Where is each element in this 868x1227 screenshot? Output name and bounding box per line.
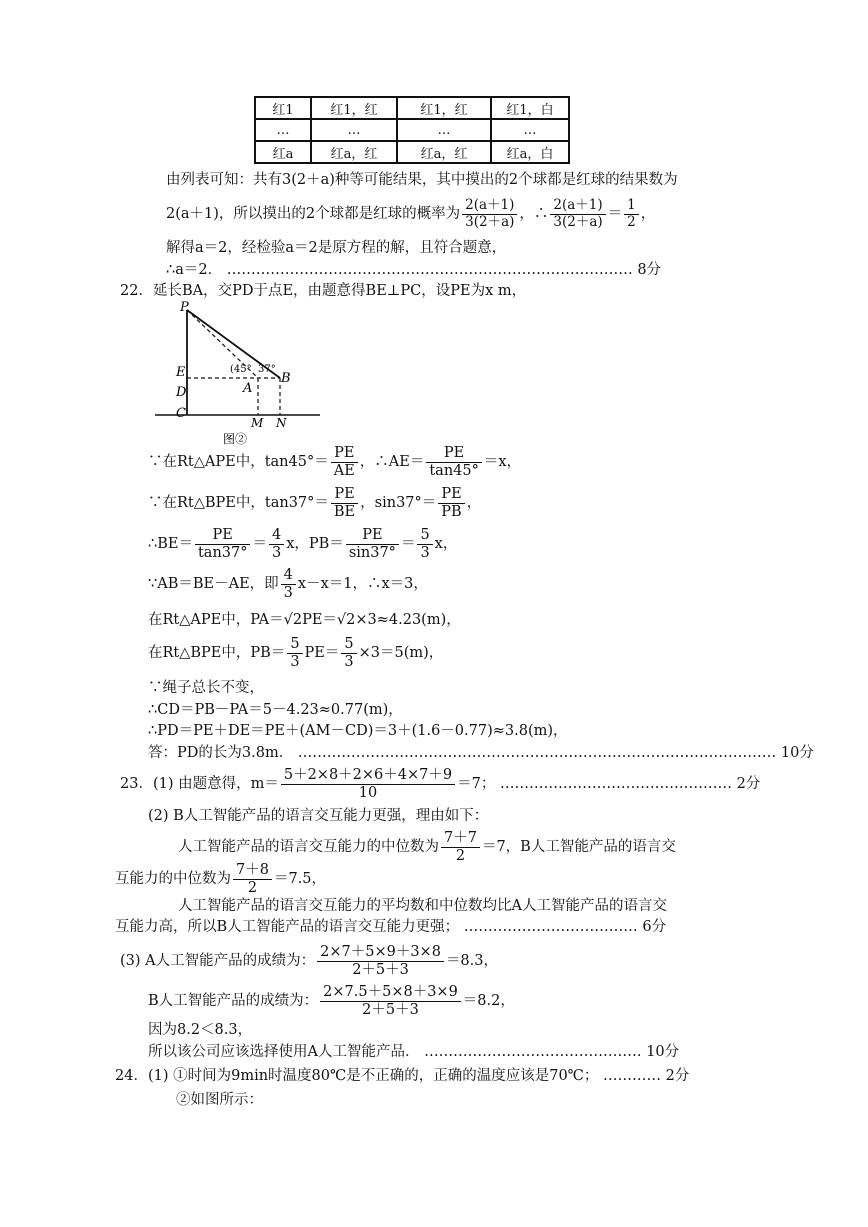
table-row xyxy=(255,119,569,141)
fraction-numerator: 2(a＋1) xyxy=(550,198,605,215)
table-row xyxy=(255,141,569,163)
table-cell: … xyxy=(311,119,397,141)
fraction xyxy=(281,767,455,801)
fraction-denominator: 3 xyxy=(290,653,300,670)
p22-text: PE＝ xyxy=(304,645,340,662)
fraction xyxy=(317,944,444,978)
label-e: E xyxy=(176,365,186,380)
fraction xyxy=(331,445,358,479)
p21-line2-text: 2(a＋1)，所以摸出的2个球都是红球的概率为 xyxy=(166,206,461,223)
p22-text: ＝ xyxy=(252,536,267,553)
p23-line7 xyxy=(120,944,498,978)
p24-text: 24．(1) ①时间为9min时温度80℃是不正确的，正确的温度应该是70℃； xyxy=(115,1068,599,1084)
p23-line1 xyxy=(120,767,760,801)
label-n: N xyxy=(276,416,287,430)
label-angle-37: 37° xyxy=(258,364,276,375)
fraction-denominator: 3 xyxy=(271,544,282,561)
p23-line2: (2) B人工智能产品的语言交互能力更强，理由如下： xyxy=(148,808,489,824)
fraction xyxy=(426,445,482,479)
p21-line2 xyxy=(166,198,655,230)
fraction xyxy=(233,862,272,896)
p23-line10 xyxy=(148,1044,679,1061)
fraction-numerator: PE xyxy=(438,486,464,504)
fraction-denominator: 2 xyxy=(247,879,258,896)
label-c: C xyxy=(176,406,186,421)
leader-dots: ………………………………………………………………………… xyxy=(222,262,638,278)
fraction-denominator: PB xyxy=(441,503,462,520)
fraction xyxy=(624,198,639,230)
fraction xyxy=(441,830,480,864)
fraction-numerator: 2×7.5＋5×8＋3×9 xyxy=(320,984,461,1002)
score: 2分 xyxy=(665,1068,690,1084)
table-row xyxy=(255,97,569,119)
fraction-denominator: 10 xyxy=(358,784,378,801)
leader-dots: ………………………………………… xyxy=(495,776,737,793)
fraction-numerator: 5 xyxy=(341,636,356,654)
table-cell: 红1 xyxy=(255,97,311,119)
fraction xyxy=(281,567,296,601)
p22-text: ＝ xyxy=(400,536,416,553)
p24-line1 xyxy=(115,1068,689,1085)
p22-text: ×3＝5(m)， xyxy=(358,645,444,662)
fraction-denominator: AE xyxy=(333,462,355,479)
fraction-numerator: 5＋2×8＋2×6＋4×7＋9 xyxy=(281,767,455,785)
score: 6分 xyxy=(642,919,667,935)
p22-text: ∴BE＝ xyxy=(148,536,193,553)
p23-line5: 人工智能产品的语言交互能力的平均数和中位数均比A人工智能产品的语言交 xyxy=(178,898,667,914)
p23-text: (3) A人工智能产品的成绩为： xyxy=(120,953,316,970)
p22-line3 xyxy=(148,527,457,561)
p22-text: ∵在Rt△APE中，tan45°＝ xyxy=(148,454,329,471)
fraction-denominator: 3 xyxy=(420,544,430,561)
table-cell: 红1，红 xyxy=(397,97,491,119)
score: 10分 xyxy=(780,745,814,761)
fraction-denominator: BE xyxy=(333,503,356,520)
fraction-numerator: 7＋7 xyxy=(441,830,480,848)
p22-intro: 22．延长BA，交PD于点E，由题意得BE⊥PC，设PE为x m， xyxy=(120,283,527,299)
p21-eq: ＝ xyxy=(607,206,623,223)
leader-dots: ……………………………………… xyxy=(419,1044,647,1060)
p23-text: ＝7； xyxy=(457,776,496,793)
label-angle-45: (45° xyxy=(230,364,252,375)
fraction-numerator: 5 xyxy=(417,527,432,545)
p23-text: 23．(1) 由题意得，m＝ xyxy=(120,776,279,793)
p21-tail: ， xyxy=(640,206,656,223)
fraction xyxy=(195,527,251,561)
fraction-denominator: 3 xyxy=(344,653,354,670)
table-cell: … xyxy=(255,119,311,141)
p22-text: x， xyxy=(434,536,458,553)
fraction-denominator: tan45° xyxy=(429,462,479,479)
fraction xyxy=(331,486,358,520)
fraction-denominator: 2 xyxy=(627,213,636,230)
p23-text: B人工智能产品的成绩为： xyxy=(148,993,319,1010)
leader-dots: ………… xyxy=(598,1068,666,1084)
p21-line1: 由列表可知：共有3(2＋a)种等可能结果，其中摸出的2个球都是红球的结果数为 xyxy=(166,172,678,188)
p21-line3: 解得a＝2，经检验a＝2是原方程的解，且符合题意， xyxy=(166,240,507,256)
p24-line2: ②如图所示： xyxy=(176,1092,263,1108)
p22-text: 在Rt△BPE中，PB＝ xyxy=(148,645,286,662)
leader-dots: ……………………………… xyxy=(459,919,643,935)
p23-text: ＝7，B人工智能产品的语言交 xyxy=(481,839,676,856)
p22-text: ， xyxy=(466,495,482,512)
p21-line4 xyxy=(166,262,661,279)
fraction-numerator: PE xyxy=(426,445,482,463)
score: 2分 xyxy=(736,776,761,793)
p22-text: ∵在Rt△BPE中，tan37°＝ xyxy=(148,495,329,512)
p23-line6 xyxy=(115,919,666,936)
p23-text: 人工智能产品的语言交互能力的中位数为 xyxy=(178,839,439,856)
outcome-table xyxy=(254,96,570,164)
fraction xyxy=(462,198,517,230)
p23-text: ＝8.2， xyxy=(462,993,515,1010)
p22-line7: ∵绳子总长不变， xyxy=(148,680,264,696)
p21-mid: ，∴ xyxy=(519,206,549,223)
leader-dots: ……………………………………………………………………………………… xyxy=(293,745,781,761)
label-m: M xyxy=(251,416,264,430)
p21-conclusion: ∴a＝2． xyxy=(166,262,223,278)
table-cell: 红a，红 xyxy=(397,141,491,163)
fraction-denominator: 3(2＋a) xyxy=(553,213,603,230)
fraction-numerator: 5 xyxy=(287,636,302,654)
figure-caption: 图② xyxy=(223,432,248,446)
p22-line8: ∴CD＝PB－PA＝5－4.23≈0.77(m)， xyxy=(148,702,403,718)
fraction-denominator: 3(2＋a) xyxy=(465,213,515,230)
p22-text: ，sin37°＝ xyxy=(360,495,437,512)
p22-answer: 答：PD的长为3.8m． xyxy=(148,745,294,761)
p22-line6 xyxy=(148,636,443,670)
table-cell: 红1，红 xyxy=(311,97,397,119)
p23-line9: 因为8.2＜8.3， xyxy=(148,1022,253,1038)
score: 10分 xyxy=(646,1044,680,1060)
fraction xyxy=(287,636,302,670)
fraction-numerator: PE xyxy=(331,445,358,463)
p23-line8 xyxy=(148,984,515,1018)
table-cell: … xyxy=(491,119,569,141)
p23-text: ＝7.5， xyxy=(273,871,327,888)
fraction-denominator: tan37° xyxy=(197,544,248,561)
p22-text: ∵AB＝BE－AE，即 xyxy=(148,576,279,593)
fraction xyxy=(269,527,284,561)
fraction-numerator: 2(a＋1) xyxy=(462,198,517,215)
label-b: B xyxy=(281,371,291,386)
p23-text: ＝8.3， xyxy=(445,953,498,970)
fraction xyxy=(438,486,464,520)
fraction-denominator: 2＋5＋3 xyxy=(362,1001,419,1018)
table-cell: 红a，白 xyxy=(491,141,569,163)
p22-line1 xyxy=(148,445,521,479)
p22-text: ＝x， xyxy=(483,454,522,471)
fraction xyxy=(320,984,461,1018)
p23-text: 互能力高，所以B人工智能产品的语言交互能力更强； xyxy=(115,919,460,935)
table-cell: 红a，红 xyxy=(311,141,397,163)
fraction-numerator: 2×7＋5×9＋3×8 xyxy=(317,944,444,962)
p22-line5: 在Rt△APE中，PA＝√2PE＝√2×3≈4.23(m)， xyxy=(148,612,461,628)
fraction xyxy=(341,636,356,670)
p22-line4 xyxy=(148,567,428,601)
fraction-numerator: PE xyxy=(195,527,251,545)
p23-text: 互能力的中位数为 xyxy=(115,871,231,888)
label-d: D xyxy=(176,385,187,400)
geometry-figure xyxy=(150,300,330,450)
p22-text: ，∴AE＝ xyxy=(359,454,425,471)
label-p: P xyxy=(180,300,189,315)
label-a: A xyxy=(243,381,253,396)
fraction-denominator: sin37° xyxy=(348,544,396,561)
p23-line4 xyxy=(115,862,326,896)
p23-conclusion: 所以该公司应该选择使用A人工智能产品． xyxy=(148,1044,420,1060)
fraction xyxy=(346,527,399,561)
table-cell: 红1，白 xyxy=(491,97,569,119)
p23-line3 xyxy=(178,830,676,864)
table-cell: 红a xyxy=(255,141,311,163)
fraction xyxy=(417,527,432,561)
fraction xyxy=(550,198,605,230)
table-cell: … xyxy=(397,119,491,141)
fraction-denominator: 3 xyxy=(283,584,293,601)
fraction-numerator: PE xyxy=(346,527,399,545)
fraction-numerator: 4 xyxy=(269,527,284,545)
fraction-numerator: PE xyxy=(331,486,358,504)
p22-text: x－x＝1，∴x＝3， xyxy=(297,576,428,593)
p22-text: x，PB＝ xyxy=(286,536,344,553)
fraction-numerator: 1 xyxy=(624,198,639,215)
fraction-numerator: 4 xyxy=(281,567,296,585)
p22-line2 xyxy=(148,486,481,520)
p22-line9: ∴PD＝PE＋DE＝PE＋(AM－CD)＝3＋(1.6－0.77)≈3.8(m)， xyxy=(148,723,568,739)
fraction-denominator: 2 xyxy=(455,847,466,864)
p22-line10 xyxy=(148,745,814,762)
fraction-denominator: 2＋5＋3 xyxy=(352,961,409,978)
fraction-numerator: 7＋8 xyxy=(233,862,272,880)
score: 8分 xyxy=(637,262,662,278)
